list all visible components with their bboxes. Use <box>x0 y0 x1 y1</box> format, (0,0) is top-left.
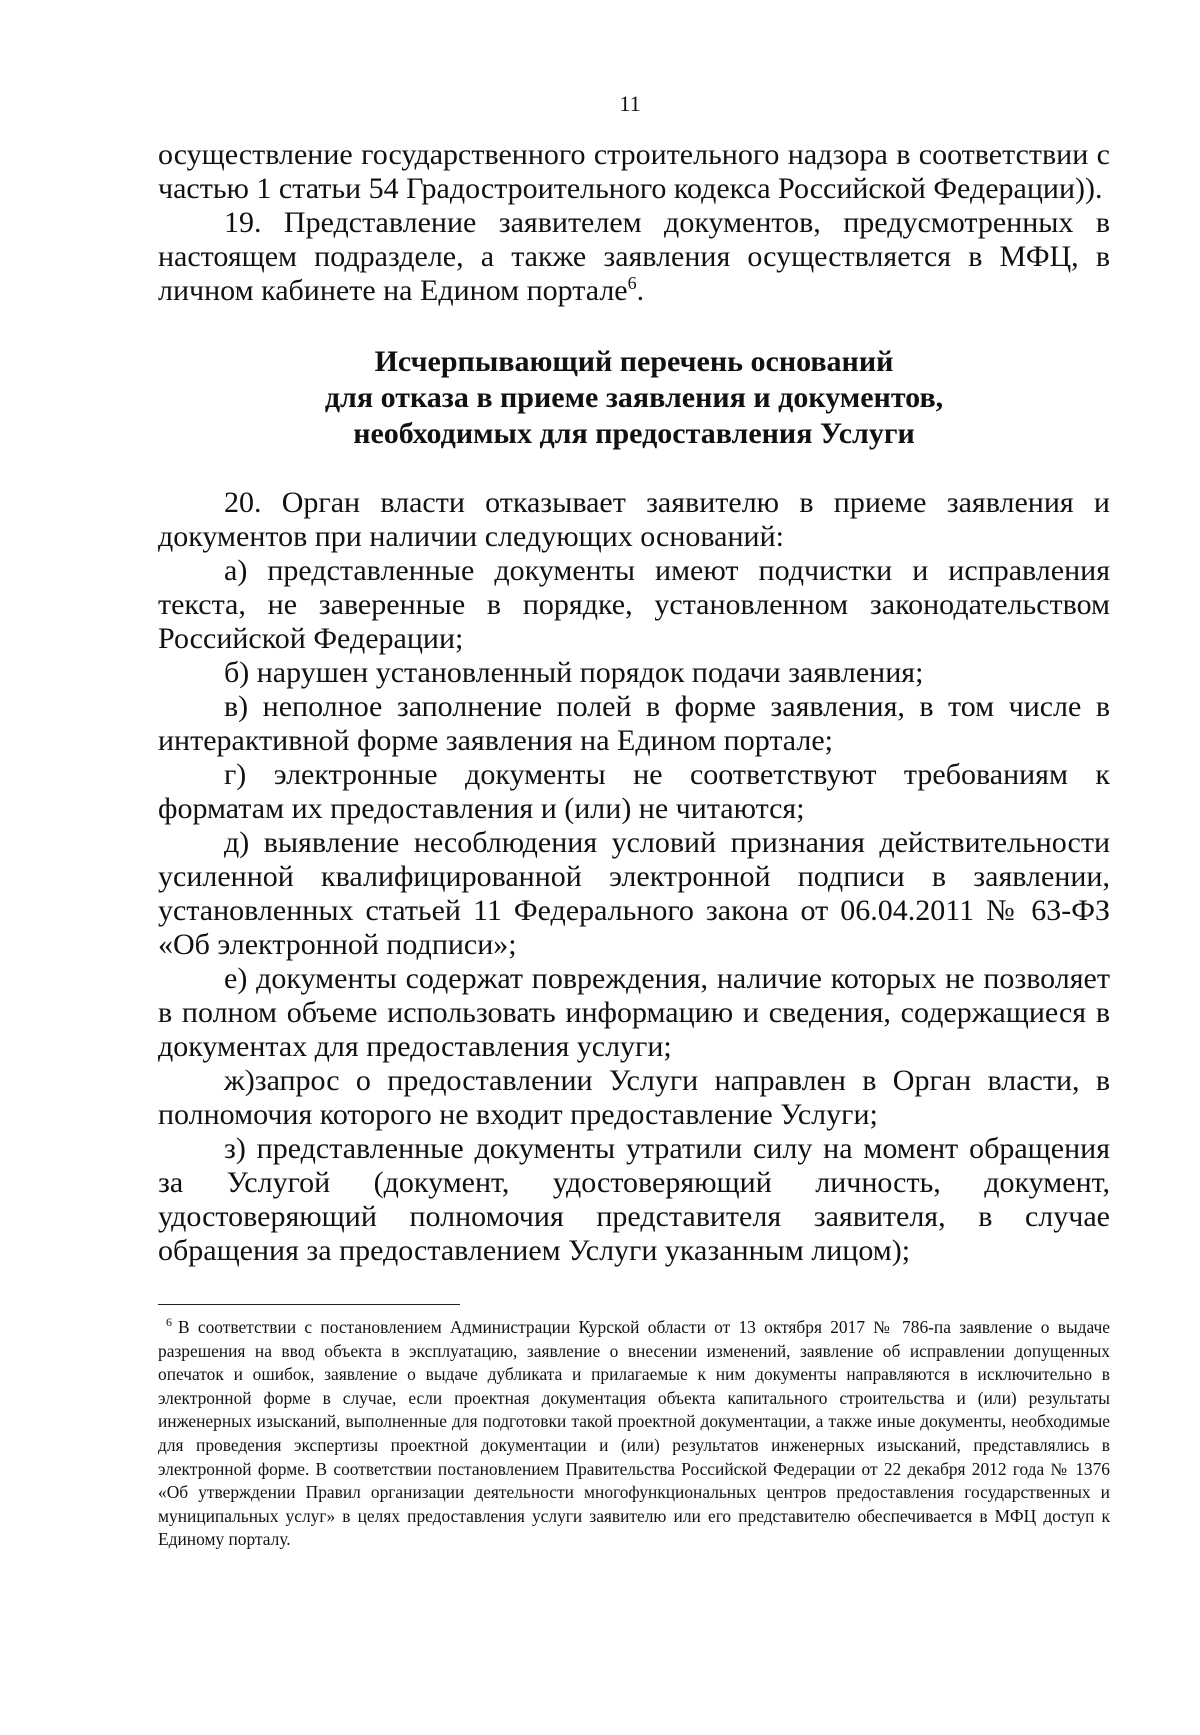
section-heading-line-2: для отказа в приеме заявления и документов, <box>324 381 944 414</box>
paragraph-continuation: осуществление государственного строительного надзора в соответствии с частью 1 статьи 54 Градостроительного кодекса Российской Федерации)). <box>158 138 1110 205</box>
list-item-b: б) нарушен установленный порядок подачи заявления; <box>224 656 924 689</box>
list-item-zh: ж)запрос о предоставлении Услуги направлен в Орган власти, в полномочия которого не входит предоставление Услуги; <box>158 1064 1110 1131</box>
list-item-a: а) представленные документы имеют подчистки и исправления текста, не заверенные в порядке, установленном законодательством Российской Федерации; <box>158 554 1110 655</box>
page-number: 11 <box>619 91 641 116</box>
footnote-text: В соответствии с постановлением Администрации Курской области от 13 октября 2017 № 786-па заявление о выдаче разрешения на ввод объекта в эксплуатацию, заявление о внесении изменений, заявление об исправлении допущенных опечаток и ошибок, заявление о выдаче дубликата и прилагаемые к ним документы направляются в исключительно в электронной форме в случае, если проектная документация объекта капитального строительства и (или) результаты инженерных изысканий, выполненные для подготовки такой проектной документации, а также иные документы, необходимые для проведения экспертизы проектной документации и (или) результатов инженерных изысканий, представлялись в электронной форме. В соответствии постановлением Правительства Российской Федерации от 22 декабря 2012 года № 1376 «Об утверждении Правил организации деятельности многофункциональных центров предоставления государственных и муниципальных услуг» в целях предоставления услуги заявителю или его представителю обеспечивается в МФЦ доступ к Единому порталу. <box>158 1317 1110 1550</box>
paragraph-20: 20. Орган власти отказывает заявителю в приеме заявления и документов при наличии следующих оснований: <box>158 486 1110 553</box>
footnote-reference: 6 <box>627 273 637 293</box>
list-item-g: г) электронные документы не соответствуют требованиям к форматам их предоставления и (или) не читаются; <box>158 758 1110 825</box>
section-heading <box>158 344 1110 452</box>
section-heading-line-3: необходимых для предоставления Услуги <box>353 417 915 450</box>
section-heading-line-1: Исчерпывающий перечень оснований <box>374 345 894 378</box>
footnote-mark: 6 <box>166 1315 172 1330</box>
list-item-d: д) выявление несоблюдения условий признания действительности усиленной квалифицированной электронной подписи в заявлении, установленных статьей 11 Федерального закона от 06.04.2011 № 63-ФЗ «Об электронной подписи»; <box>158 826 1110 961</box>
footnote-separator <box>158 1304 460 1305</box>
list-item-v: в) неполное заполнение полей в форме заявления, в том числе в интерактивной форме заявления на Едином портале; <box>158 690 1110 757</box>
paragraph-19-text: 19. Представление заявителем документов, предусмотренных в настоящем подразделе, а также заявления осуществляется в МФЦ, в личном кабинете на Едином портале <box>158 206 1110 307</box>
paragraph-19-tail: . <box>636 274 645 307</box>
list-item-e: е) документы содержат повреждения, наличие которых не позволяет в полном объеме использовать информацию и сведения, содержащиеся в документах для предоставления услуги; <box>158 962 1110 1063</box>
paragraph-19 <box>158 206 1110 308</box>
document-body <box>158 138 1110 1268</box>
list-item-z: з) представленные документы утратили силу на момент обращения за Услугой (документ, удостоверяющий личность, документ, удостоверяющий полномочия представителя заявителя, в случае обращения за предоставлением Услуги указанным лицом); <box>158 1132 1110 1267</box>
footnote <box>158 1316 1110 1552</box>
